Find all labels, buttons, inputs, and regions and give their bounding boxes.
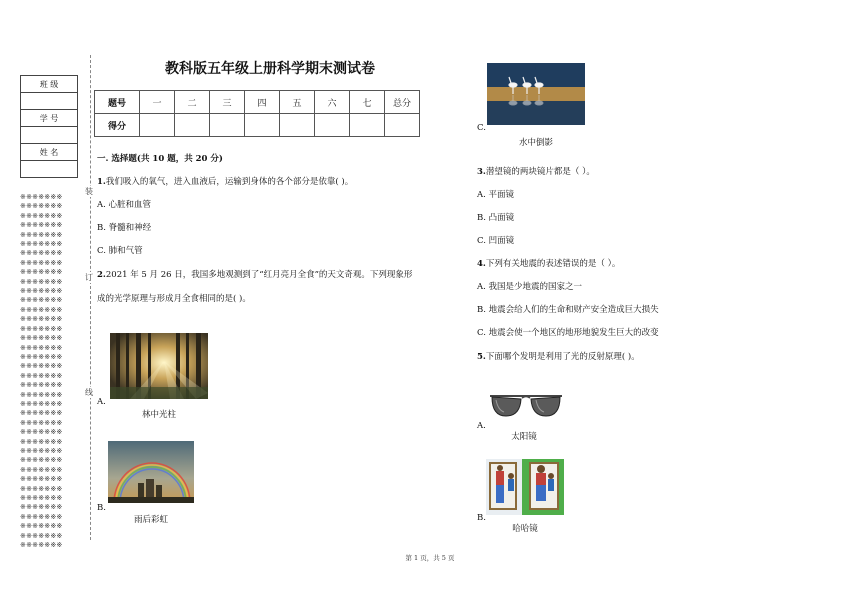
star-row: ※※※※※※※ <box>20 258 63 267</box>
score-table <box>94 90 420 137</box>
star-row: ※※※※※※※ <box>20 315 63 324</box>
score-cell[interactable] <box>385 114 420 137</box>
question-text: 2021 年 5 月 26 日，我国多地观测到了“红月亮月全食”的天文奇观。下列现象形 <box>105 270 413 280</box>
option-b[interactable]: B. 脊髓和神经 <box>97 223 152 233</box>
star-row: ※※※※※※※ <box>20 456 63 465</box>
question-number: 4. <box>477 259 486 269</box>
option-a-letter[interactable]: A. <box>97 397 106 407</box>
star-row: ※※※※※※※ <box>20 324 63 333</box>
star-row: ※※※※※※※ <box>20 230 63 239</box>
page-footer: 第 1 页，共 5 页 <box>405 554 455 562</box>
star-row: ※※※※※※※ <box>20 381 63 390</box>
option-b-caption: 哈哈镜 <box>512 524 538 534</box>
water-reflection-image[interactable] <box>487 63 585 125</box>
option-b-letter[interactable]: B. <box>97 503 106 513</box>
star-row: ※※※※※※※ <box>20 437 63 446</box>
page-title: 教科版五年级上册科学期末测试卷 <box>165 61 375 77</box>
section-heading: 一. 选择题(共 10 题，共 20 分) <box>97 154 223 164</box>
name-label: 姓 名 <box>21 144 78 161</box>
star-row: ※※※※※※※ <box>20 305 63 314</box>
binding-mark-xian: 线 <box>85 388 93 397</box>
score-cell[interactable] <box>280 114 315 137</box>
question-number: 5. <box>477 352 486 362</box>
star-row: ※※※※※※※ <box>20 531 63 540</box>
option-b[interactable]: B. 地震会给人们的生命和财产安全造成巨大损失 <box>477 305 659 315</box>
score-cell[interactable] <box>210 114 245 137</box>
question-text: 下列有关地震的表述错误的是（ ）。 <box>485 259 621 269</box>
score-cell[interactable] <box>350 114 385 137</box>
star-row: ※※※※※※※ <box>20 240 63 249</box>
score-header-cell: 二 <box>175 91 210 114</box>
star-row: ※※※※※※※ <box>20 484 63 493</box>
rainbow-image[interactable] <box>108 441 194 503</box>
score-header-label: 题号 <box>95 91 140 114</box>
star-row: ※※※※※※※ <box>20 475 63 484</box>
question-number: 2. <box>97 270 106 280</box>
score-header-cell: 七 <box>350 91 385 114</box>
student-id-field[interactable] <box>21 127 78 144</box>
option-c-letter[interactable]: C. <box>477 123 486 133</box>
class-label: 班 级 <box>21 76 78 93</box>
score-header-cell: 总分 <box>385 91 420 114</box>
score-cell[interactable] <box>315 114 350 137</box>
student-info-table <box>20 75 78 178</box>
option-a-caption: 林中光柱 <box>141 410 176 420</box>
option-c[interactable]: C. 肺和气管 <box>97 246 143 256</box>
sunglasses-image[interactable] <box>486 388 566 424</box>
score-header-cell: 一 <box>140 91 175 114</box>
binding-mark-ding: 订 <box>85 273 93 282</box>
star-row: ※※※※※※※ <box>20 193 63 201</box>
question-1 <box>97 175 353 187</box>
forest-light-beams-image[interactable] <box>110 333 208 399</box>
star-row: ※※※※※※※ <box>20 277 63 286</box>
star-row: ※※※※※※※ <box>20 296 63 305</box>
score-cell[interactable] <box>245 114 280 137</box>
score-header-cell: 六 <box>315 91 350 114</box>
option-a[interactable]: A. 我国是少地震的国家之一 <box>477 282 583 292</box>
question-5 <box>477 350 640 362</box>
question-number: 3. <box>477 167 486 177</box>
star-row: ※※※※※※※ <box>20 334 63 343</box>
question-text: 下面哪个发明是利用了光的反射原理( )。 <box>485 352 640 362</box>
star-row: ※※※※※※※ <box>20 371 63 380</box>
option-b-caption: 雨后彩虹 <box>133 515 168 525</box>
star-row: ※※※※※※※ <box>20 249 63 258</box>
question-text: 潜望镜的两块镜片都是（ ）。 <box>485 167 595 177</box>
star-row: ※※※※※※※ <box>20 522 63 531</box>
question-text: 我们吸入的氧气，进入血液后，运输到身体的各个部分是依靠( )。 <box>105 177 354 187</box>
option-c-caption: 水中倒影 <box>518 138 553 148</box>
star-row: ※※※※※※※ <box>20 268 63 277</box>
score-header-cell: 五 <box>280 91 315 114</box>
score-header-cell: 四 <box>245 91 280 114</box>
question-3 <box>477 165 595 177</box>
star-row: ※※※※※※※ <box>20 352 63 361</box>
star-row: ※※※※※※※ <box>20 287 63 296</box>
option-a[interactable]: A. 心脏和血管 <box>97 200 152 210</box>
option-c[interactable]: C. 凹面镜 <box>477 236 515 246</box>
question-2-line2: 成的光学原理与形成月全食相同的是( )。 <box>97 294 251 304</box>
star-row: ※※※※※※※ <box>20 343 63 352</box>
name-field[interactable] <box>21 161 78 178</box>
question-2 <box>97 268 412 280</box>
star-row: ※※※※※※※ <box>20 390 63 399</box>
binding-dashed-line <box>90 55 91 540</box>
option-b-letter[interactable]: B. <box>477 513 486 523</box>
star-row: ※※※※※※※ <box>20 211 63 220</box>
question-4 <box>477 257 620 269</box>
star-row: ※※※※※※※ <box>20 512 63 521</box>
star-row: ※※※※※※※ <box>20 503 63 512</box>
star-row: ※※※※※※※ <box>20 465 63 474</box>
star-row: ※※※※※※※ <box>20 428 63 437</box>
score-header-cell: 三 <box>210 91 245 114</box>
class-field[interactable] <box>21 93 78 110</box>
option-a-caption: 太阳镜 <box>511 432 537 442</box>
binding-mark-zhuang: 装 <box>85 187 93 196</box>
option-b[interactable]: B. 凸面镜 <box>477 213 515 223</box>
score-cell[interactable] <box>175 114 210 137</box>
option-a[interactable]: A. 平面镜 <box>477 190 515 200</box>
question-number: 1. <box>97 177 106 187</box>
star-row: ※※※※※※※ <box>20 202 63 211</box>
funhouse-mirror-image[interactable] <box>486 459 564 515</box>
score-row-label: 得分 <box>95 114 140 137</box>
option-c[interactable]: C. 地震会使一个地区的地形地貌发生巨大的改变 <box>477 328 659 338</box>
star-row: ※※※※※※※ <box>20 446 63 455</box>
score-cell[interactable] <box>140 114 175 137</box>
option-a-letter[interactable]: A. <box>477 421 486 431</box>
star-row: ※※※※※※※ <box>20 541 63 550</box>
star-row: ※※※※※※※ <box>20 221 63 230</box>
student-id-label: 学 号 <box>21 110 78 127</box>
star-row: ※※※※※※※ <box>20 409 63 418</box>
star-row: ※※※※※※※ <box>20 418 63 427</box>
binding-star-pattern <box>20 193 80 550</box>
star-row: ※※※※※※※ <box>20 399 63 408</box>
star-row: ※※※※※※※ <box>20 362 63 371</box>
star-row: ※※※※※※※ <box>20 494 63 502</box>
